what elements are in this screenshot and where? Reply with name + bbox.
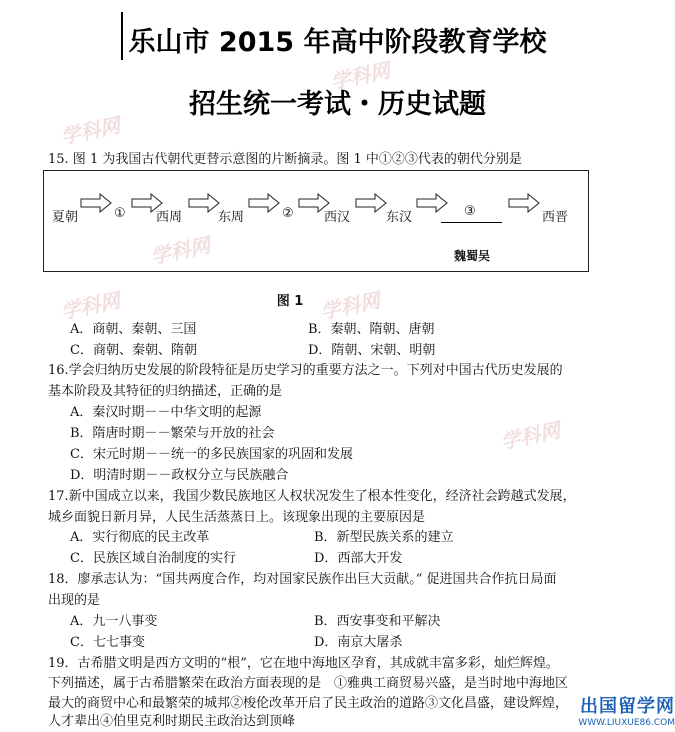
arrow-right-icon bbox=[508, 193, 540, 213]
option-a: A．九一八事变 bbox=[70, 614, 158, 629]
diagram-node: ① bbox=[114, 206, 126, 221]
question-17-stem: 17.新中国成立以来，我国少数民族地区人权状况发生了根本性变化，经济社会跨越式发展， bbox=[48, 489, 576, 504]
option-b: B．西安事变和平解决 bbox=[314, 614, 441, 629]
question-19-stem: 人才辈出④伯里克利时期民主政治达到顶峰 bbox=[48, 714, 296, 729]
watermark: 学科网 bbox=[318, 287, 383, 324]
diagram-subnote: 魏蜀吴 bbox=[454, 249, 491, 263]
question-19-stem: 最大的商贸中心和最繁荣的城邦②梭伦改革开启了民主政治的道路③文化昌盛，建设辉煌， bbox=[48, 696, 569, 711]
option-b: B．新型民族关系的建立 bbox=[314, 530, 454, 545]
arrow-right-icon bbox=[188, 193, 220, 213]
logo-url: WWW.LIUXUE86.COM bbox=[578, 718, 675, 728]
option-c: C．民族区域自治制度的实行 bbox=[70, 551, 236, 566]
figure-caption: 图 1 bbox=[276, 294, 304, 309]
question-16-stem: 16.学会归纳历史发展的阶段特征是历史学习的重要方法之一。下列对中国古代历史发展的 bbox=[48, 363, 563, 378]
answer-blank-line bbox=[441, 222, 502, 223]
diagram-node: 东汉 bbox=[386, 210, 413, 225]
logo-text: 出国留学网 bbox=[580, 696, 675, 717]
exam-title-line1: 乐山市 2015 年高中阶段教育学校 bbox=[128, 27, 547, 58]
option-d: D．西部大开发 bbox=[314, 551, 403, 566]
question-17-stem: 城乡面貌日新月异，人民生活蒸蒸日上。该现象出现的主要原因是 bbox=[48, 510, 426, 525]
diagram-node: 西晋 bbox=[542, 210, 569, 225]
watermark: 学科网 bbox=[328, 57, 393, 94]
option-a: A．实行彻底的民主改革 bbox=[70, 530, 210, 545]
watermark: 学科网 bbox=[148, 232, 213, 269]
site-logo bbox=[550, 690, 675, 730]
option-d: D．南京大屠杀 bbox=[314, 635, 403, 650]
arrow-right-icon bbox=[80, 193, 112, 213]
question-15-stem: 15. 图 1 为我国古代朝代更替示意图的片断摘录。图 1 中①②③代表的朝代分别是 bbox=[48, 152, 522, 167]
option-c: C．商朝、秦朝、隋朝 bbox=[70, 343, 197, 358]
question-19-stem: 19．古希腊文明是西方文明的“根”，它在地中海地区孕育，其成就丰富多彩，灿烂辉煌。 bbox=[48, 656, 559, 671]
watermark: 学科网 bbox=[58, 287, 123, 324]
arrow-right-icon bbox=[248, 193, 280, 213]
option-c: C．宋元时期－－统一的多民族国家的巩固和发展 bbox=[70, 447, 353, 462]
option-a: A．秦汉时期－－中华文明的起源 bbox=[70, 405, 262, 420]
watermark: 学科网 bbox=[498, 417, 563, 454]
option-b: B．秦朝、隋朝、唐朝 bbox=[308, 322, 435, 337]
question-18-stem: 出现的是 bbox=[48, 593, 101, 608]
question-16-stem: 基本阶段及其特征的归纳描述，正确的是 bbox=[48, 384, 283, 399]
option-d: D．隋朝、宋朝、明朝 bbox=[308, 343, 436, 358]
diagram-node: 东周 bbox=[218, 210, 245, 225]
question-19-stem: 下列描述，属于古希腊繁荣在政治方面表现的是 ①雅典工商贸易兴盛，是当时地中海地区 bbox=[48, 676, 569, 691]
diagram-node: 夏朝 bbox=[52, 210, 79, 225]
dynasty-diagram bbox=[43, 170, 589, 272]
arrow-right-icon bbox=[355, 193, 387, 213]
option-d: D．明清时期－－政权分立与民族融合 bbox=[70, 468, 289, 483]
diagram-node: ② bbox=[282, 206, 294, 221]
question-18-stem: 18．廖承志认为：“国共两度合作，均对国家民族作出巨大贡献。” 促进国共合作抗日局面 bbox=[48, 572, 557, 587]
arrow-right-icon bbox=[416, 193, 448, 213]
diagram-node: 西周 bbox=[156, 210, 183, 225]
diagram-node: ③ bbox=[464, 204, 476, 219]
option-a: A．商朝、秦朝、三国 bbox=[70, 322, 197, 337]
option-b: B．隋唐时期－－繁荣与开放的社会 bbox=[70, 426, 275, 441]
option-c: C．七七事变 bbox=[70, 635, 145, 650]
diagram-node: 西汉 bbox=[324, 210, 351, 225]
exam-title-line2: 招生统一考试・历史试题 bbox=[189, 89, 486, 120]
watermark: 学科网 bbox=[58, 112, 123, 149]
